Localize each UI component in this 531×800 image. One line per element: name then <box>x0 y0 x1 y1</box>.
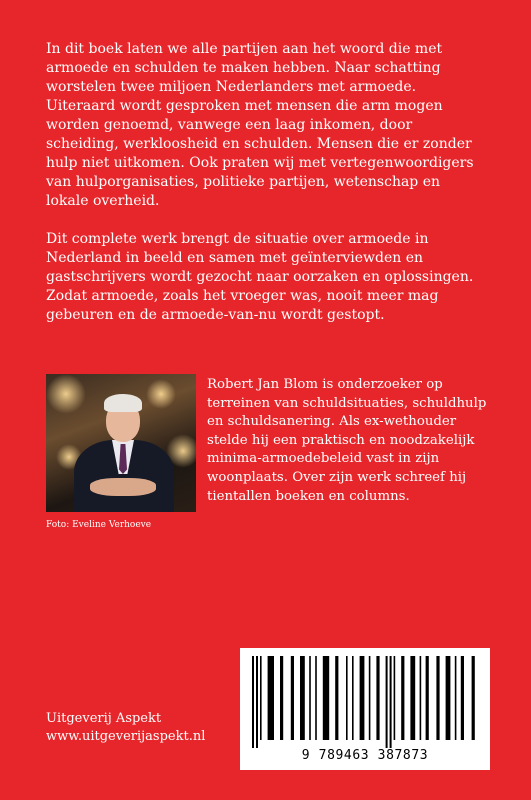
author-bio: Robert Jan Blom is onderzoeker op terreinen van schuldsituaties, schuldhulp en schuldsanering. Als ex-wethouder stelde hij een praktisch en noodzakelijk minima-armoedebeleid vast in zijn woonplaats. Over zijn werk schreef hij tientallen boeken en columns. <box>207 377 487 504</box>
barcode-bars <box>250 656 480 748</box>
photo-caption: Foto: Eveline Verhoeve <box>46 520 152 530</box>
isbn-barcode <box>240 648 490 770</box>
blurb-paragraph-2: Dit complete werk brengt de situatie over armoede in Nederland in beeld en samen met geïnterviewden en gastschrijvers wordt gezocht naar oorzaken en oplossingen. Zodat armoede, zoals het vroeger was, nooit meer mag gebeuren en de armoede-van-nu wordt gestopt. <box>46 231 474 323</box>
barcode-digits: 9 789463 387873 <box>301 748 429 763</box>
publisher-name: Uitgeverij Aspekt <box>46 711 162 726</box>
publisher-website: www.uitgeverijaspekt.nl <box>46 729 206 744</box>
blurb-paragraph-1: In dit boek laten we alle partijen aan het woord die met armoede en schulden te maken hebben. Naar schatting worstelen twee miljoen Nederlanders met armoede. Uiteraard wordt gesproken met mensen die arm mogen worden genoemd, vanwege een laag inkomen, door scheiding, werkloosheid en schulden. Mensen die er zonder hulp niet uitkomen. Ook praten wij met vertegenwoordigers van hulporganisaties, politieke partijen, wetenschap en lokale overheid. <box>46 41 474 209</box>
publisher-block <box>46 710 205 746</box>
back-cover-blurb <box>46 40 486 344</box>
author-photo <box>46 374 196 512</box>
